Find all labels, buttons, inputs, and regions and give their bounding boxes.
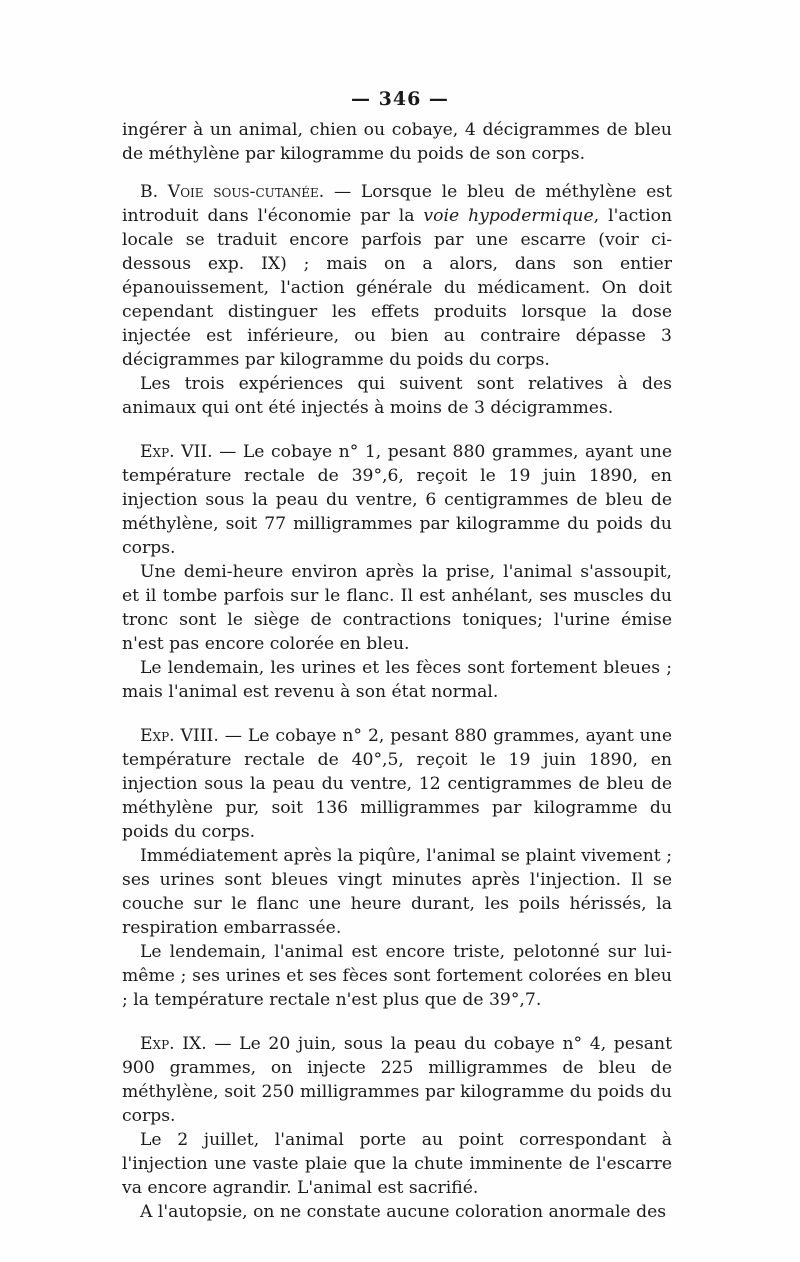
page-number: — 346 —: [351, 88, 449, 110]
exp9-text-1: — Le 20 juin, sous la peau du cobaye n° 4, pesant 900 grammes, on injecte 225 milligrammes de bleu de méthylène, soit 250 milligrammes par kilogramme du poids du corps.: [122, 1034, 672, 1126]
intro-text: ingérer à un animal, chien ou cobaye, 4 décigrammes de bleu de méthylène par kilogramme du poids de son corps.: [122, 120, 672, 164]
section-b-paragraph: [122, 180, 672, 372]
intro-paragraph: [122, 118, 672, 166]
exp8-paragraph-1: [122, 724, 672, 844]
section-b-label: B. Voie sous-cutanée.: [140, 182, 325, 202]
exp7-paragraph-3: Le lendemain, les urines et les fèces sont fortement bleues ; mais l'animal est revenu à son état normal.: [122, 658, 672, 702]
exp9-paragraph-1: [122, 1032, 672, 1128]
exp9-paragraph-2: Le 2 juillet, l'animal porte au point correspondant à l'injection une vaste plaie que la chute imminente de l'escarre va encore agrandir. L'animal est sacrifié.: [122, 1130, 672, 1198]
exp8-label: Exp. VIII.: [140, 726, 219, 746]
exp9-label: Exp. IX.: [140, 1034, 207, 1054]
exp7-label: Exp. VII.: [140, 442, 213, 462]
exp8-paragraph-3: Le lendemain, l'animal est encore triste, pelotonné sur lui-même ; ses urines et ses fèces sont fortement colorées en bleu ; la température rectale n'est plus que de 39°,7.: [122, 942, 672, 1010]
exp7-paragraph-1: [122, 440, 672, 560]
text-body: [122, 118, 672, 1224]
section-b-text-1: — Lorsque le bleu de méthylène est introduit dans l'économie par la: [122, 182, 672, 226]
exp9-paragraph-3: A l'autopsie, on ne constate aucune coloration anormale des: [140, 1202, 667, 1222]
exp8-paragraph-2: Immédiatement après la piqûre, l'animal se plaint vivement ; ses urines sont bleues vingt minutes après l'injection. Il se couche sur le flanc une heure durant, les poils hérissés, la respiration embarrassée.: [122, 846, 672, 938]
exp7-text-1: — Le cobaye n° 1, pesant 880 grammes, ayant une température rectale de 39°,6, reçoit le 19 juin 1890, en injection sous la peau du ventre, 6 centigrammes de bleu de méthylène, soit 77 milligrammes par kilogramme du poids du corps.: [122, 442, 672, 558]
section-b-italic: voie hypodermique: [423, 206, 594, 226]
section-b-text-2: , l'action locale se traduit encore parfois par une escarre (voir ci-dessous exp. IX) ; mais on a alors, dans son entier épanouissement, l'action générale du médicament. On doit cependant distinguer les effets produits lorsque la dose injectée est inférieure, ou bien au contraire dépasse 3 décigrammes par kilogramme du poids du corps.: [122, 206, 673, 370]
section-b-followup: Les trois expériences qui suivent sont relatives à des animaux qui ont été injectés à moins de 3 décigrammes.: [122, 374, 672, 418]
exp8-text-1: — Le cobaye n° 2, pesant 880 grammes, ayant une température rectale de 40°,5, reçoit le 19 juin 1890, en injection sous la peau du ventre, 12 centigrammes de bleu de méthylène pur, soit 136 milligrammes par kilogramme du poids du corps.: [122, 726, 672, 842]
exp7-paragraph-2: Une demi-heure environ après la prise, l'animal s'assoupit, et il tombe parfois sur le flanc. Il est anhélant, ses muscles du tronc sont le siège de contractions toniques; l'urine émise n'est pas encore colorée en bleu.: [122, 562, 672, 654]
